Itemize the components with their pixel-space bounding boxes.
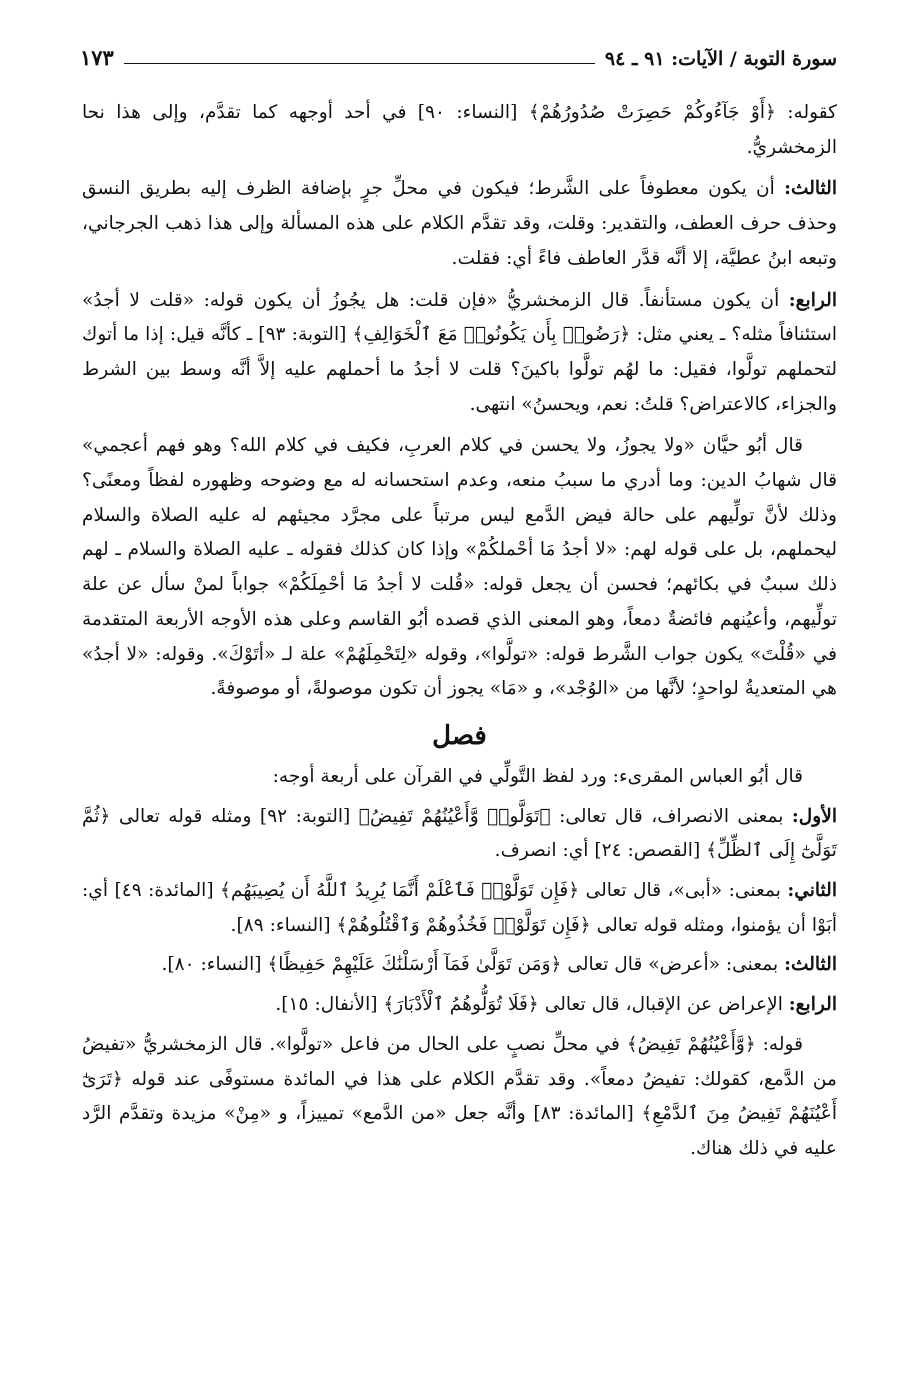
running-title: سورة التوبة / الآيات: ٩١ ـ ٩٤ bbox=[604, 48, 837, 70]
section-heading: فصل bbox=[432, 720, 487, 751]
paragraph-10-text: قوله: ﴿وَّأَعْيُنُهُمْ تَفِيضُ﴾ في محلِّ نصبٍ على الحال من فاعل «تولَّوا». قال الزمخشريُّ «تفيضُ من الدَّمع، كقولك: تفيضُ دمعاً». وقد تقدَّم الكلام على هذا في المائدة مستوفًى عند قوله ﴿تَرَىٰٓ أَعْيُنَهُمْ تَفِيضُ مِنَ ٱلدَّمْعِ﴾ [المائدة: ٨٣] وأنَّه جعل «من الدَّمع» تمييزاً، و «مِنْ» مزيدة وتقدَّم الرَّد عليه في ذلك هناك. bbox=[82, 1033, 837, 1159]
paragraph-7 bbox=[82, 874, 837, 943]
paragraph-3 bbox=[82, 284, 837, 423]
paragraph-7-text: بمعنى: «أبى»، قال تعالى ﴿فَإِن تَوَلَّوْا۟ فَٱعْلَمْ أَنَّمَا يُرِيدُ ٱللَّهُ أَن يُصِيبَهُم﴾ [المائدة: ٤٩] أي: أبَوْا أن يؤمنوا، ومثله قوله تعالى ﴿فَإِن تَوَلَّوْا۟ فَخُذُوهُمْ وَٱقْتُلُوهُمْ﴾ [النساء: ٨٩]. bbox=[82, 880, 837, 936]
running-header bbox=[80, 40, 837, 70]
paragraph-6 bbox=[82, 800, 837, 869]
paragraph-3-lead: الرابع: bbox=[788, 289, 837, 311]
paragraph-2-lead: الثالث: bbox=[784, 178, 837, 200]
paragraph-4 bbox=[82, 429, 837, 707]
paragraph-3-text: أن يكون مستأنفاً. قال الزمخشريُّ «فإن قلت: هل يجُوزُ أن يكون قوله: «قلت لا أجدُ» استئنافاً مثله؟ ـ يعني مثل: ﴿رَضُوا۟ بِأَن يَكُونُوا۟ مَعَ ٱلْخَوَالِفِ﴾ [التوبة: ٩٣] ـ كأنَّه قيل: إذا ما أتوك لتحملهم تولَّوا، فقيل: ما لهُم تولَّوا باكينَ؟ قلت لا أجدُ ما أحملهم عليه إلاَّ أنَّه وسط بين الشرط والجزاء، كالاعتراض؟ قلتُ: نعم، ويحسنُ» انتهى. bbox=[82, 289, 837, 415]
paragraph-1-text: كقوله: ﴿أَوْ جَآءُوكُمْ حَصِرَتْ صُدُورُهُمْ﴾ [النساء: ٩٠] في أحد أوجهه كما تقدَّم، وإلى هذا نحا الزمخشريُّ. bbox=[82, 102, 837, 158]
paragraph-5 bbox=[82, 760, 837, 795]
paragraph-6-lead: الأول: bbox=[791, 805, 837, 827]
paragraph-7-lead: الثاني: bbox=[787, 880, 837, 902]
paragraph-9-text: الإعراض عن الإقبال، قال تعالى ﴿فَلَا تُوَلُّوهُمُ ٱلْأَدْبَارَ﴾ [الأنفال: ١٥]. bbox=[275, 994, 789, 1016]
paragraph-2-text: أن يكون معطوفاً على الشَّرط؛ فيكون في محلِّ جرٍ بإضافة الظرف إليه بطريق النسق وحذف حرف العطف، والتقدير: وقلت، وقد تقدَّم الكلام على هذه المسألة وإلى هذا ذهب الجرجاني، وتبعه ابنُ عطيَّة، إلا أنَّه قدَّر العاطف فاءً أي: فقلت. bbox=[82, 178, 837, 269]
paragraph-6-text: بمعنى الانصراف، قال تعالى: ﴿تَوَلَّوا۟ وَّأَعْيُنُهُمْ تَفِيضُ﴾ [التوبة: ٩٢] ومثله قوله تعالى ﴿ثُمَّ تَوَلَّىٰٓ إِلَى ٱلظِّلِّ﴾ [القصص: ٢٤] أي: انصرف. bbox=[82, 805, 837, 862]
paragraph-8-lead: الثالث: bbox=[784, 954, 837, 976]
page-number: ١٧٣ bbox=[80, 45, 114, 70]
paragraph-5-text: قال أبُو العباس المقرىء: ورد لفظ التَّولِّي في القرآن على أربعة أوجه: bbox=[272, 765, 803, 787]
page-body bbox=[82, 96, 837, 1347]
paragraph-8 bbox=[82, 948, 837, 983]
paragraph-10 bbox=[82, 1028, 837, 1167]
header-rule bbox=[124, 63, 595, 64]
paragraph-8-text: بمعنى: «أعرض» قال تعالى ﴿وَمَن تَوَلَّىٰ فَمَآ أَرْسَلْنَٰكَ عَلَيْهِمْ حَفِيظًا﴾ [النساء: ٨٠]. bbox=[161, 954, 785, 976]
paragraph-2 bbox=[82, 172, 837, 276]
paragraph-9 bbox=[82, 988, 837, 1023]
paragraph-9-lead: الرابع: bbox=[788, 994, 837, 1016]
paragraph-1 bbox=[82, 96, 837, 165]
paragraph-4-text: قال أبُو حيَّان «ولا يجوزُ، ولا يحسن في كلام العربِ، فكيف في كلام الله؟ وهو فهم أعجمي» قال شهابُ الدين: وما أدري ما سببُ منعه، وعدم استحسانه له مع وضوحه وظهوره لفظاً ومعنًى؟ وذلك لأنَّ تولِّيهم على حالة فيض الدَّمع ليس مرتباً على مجرَّد مجيئهم له عليه الصلاة والسلام ليحملهم، بل على قوله لهم: «لا أجدُ مَا أحْملكُمْ» وإذا كان كذلك فقوله ـ عليه الصلاة والسلام ـ لهم ذلك سببٌ في بكائهم؛ فحسن أن يجعل قوله: «قُلت لا أجدُ مَا أحْمِلَكُمْ» جواباً لمنْ سأل عن علة تولِّيهم، وأعيُنهم فائضةٌ دمعاً، وهو المعنى الذي قصده أبُو القاسم وعلى هذه الأوجه الأربعة المتقدمة في «قُلْتَ» يكون جواب الشَّرط قوله: «تولَّوا»، وقوله «لِتَحْمِلَهُمْ» علة لـ «أتَوْكَ». وقوله: «لا أجدُ» هي المتعديةُ لواحدٍ؛ لأنَّها من «الوُجْد»، و «مَا» يجوز أن تكون موصولةً، أو موصوفةً. bbox=[82, 435, 837, 700]
